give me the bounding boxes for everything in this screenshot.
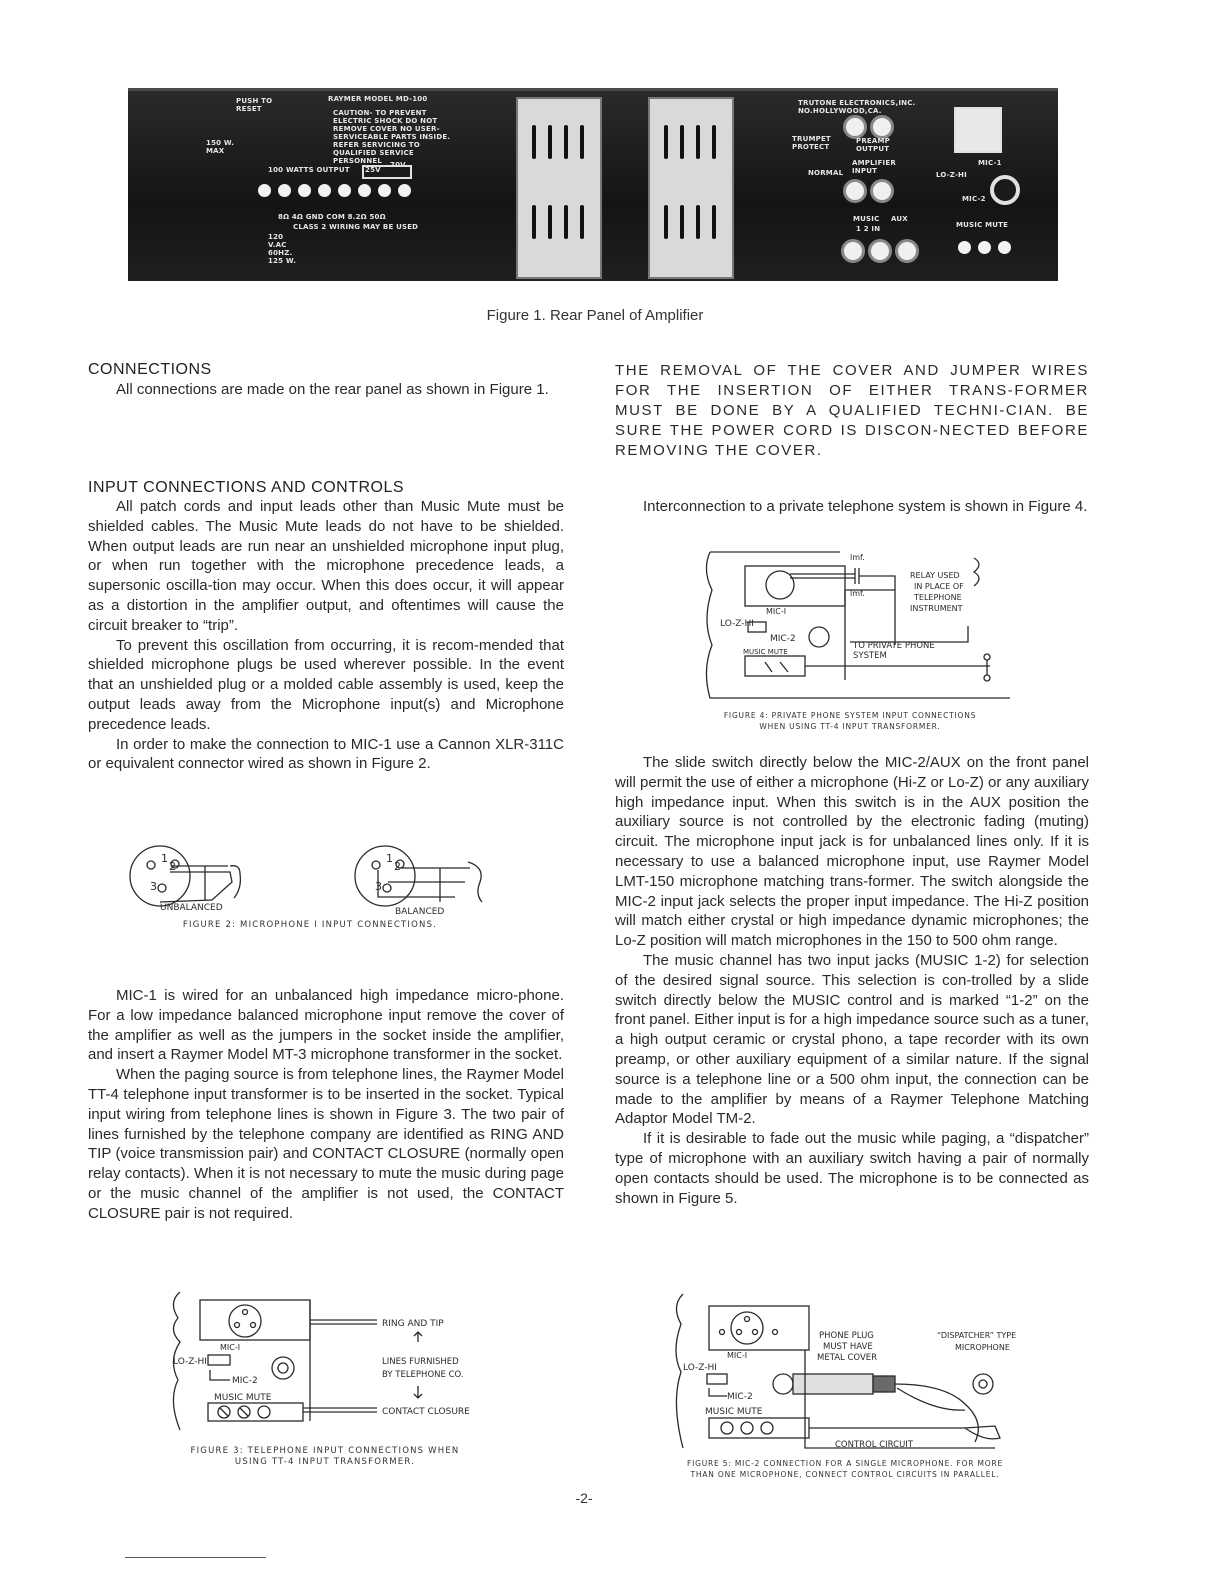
aux-label: AUX — [891, 215, 908, 223]
amp-jack — [870, 115, 894, 139]
music-jack-2 — [868, 239, 892, 263]
figure4-caption-line2: WHEN USING TT-4 INPUT TRANSFORMER. — [759, 722, 941, 731]
mute-terminal-3 — [998, 241, 1011, 254]
music-label: MUSIC — [853, 215, 880, 223]
fig2-pin3-b: 3 — [375, 880, 382, 893]
normal-label: NORMAL — [808, 169, 844, 177]
fig3-contact-closure-label: CONTACT CLOSURE — [382, 1407, 470, 1417]
figure5-caption-line2: THAN ONE MICROPHONE, CONNECT CONTROL CIRCUITS IN PARALLEL. — [690, 1470, 1000, 1479]
fig3-ring-tip-label: RING AND TIP — [382, 1319, 444, 1329]
fig4-cap-top-label: lmf. — [850, 553, 865, 562]
fig4-lozhi-label: LO-Z-HI — [720, 619, 754, 629]
input-jack-1 — [843, 179, 867, 203]
fig2-pin2-b: 2 — [394, 860, 401, 873]
figure3-caption-line2: USING TT-4 INPUT TRANSFORMER. — [234, 1457, 416, 1467]
qualified-technician-warning: THE REMOVAL OF THE COVER AND JUMPER WIRES FOR THE INSERTION OF EITHER TRANS-FORMER MUST BE DONE BY A QUALIFIED TECHNI-CIAN. BE SURE THE POWER CORD IS DISCON-NECTED BEFORE REMOVING THE COVER. — [615, 362, 1089, 459]
fig5-dispatcher-line2: MICROPHONE — [955, 1343, 1010, 1352]
paragraph-mic1-unbalanced: MIC-1 is wired for an unbalanced high impedance micro-phone. For a low impedance balanced microphone input remove the cover of the amplifier as well as the jumpers in the socket inside the amplifier, and insert a Raymer Model MT-3 microphone transformer in the socket. — [88, 987, 564, 1064]
paragraph-prevent-oscillation: To prevent this oscillation from occurring, it is recom-mended that shielded microphone plugs be used wherever possible. In the event that an unshielded plug or a molded cable assembly is used, keep the output leads away from the Microphone input(s) and Microphone precedence leads. — [88, 636, 564, 733]
mic1-wiring-body — [88, 986, 564, 1224]
figure3-diagram — [160, 1290, 500, 1440]
fig3-lozhi-label: LO-Z-HI — [173, 1357, 207, 1367]
figure4-caption — [680, 710, 1020, 732]
fig5-plug-line2: MUST HAVE — [823, 1342, 873, 1352]
fig4-cap-bottom-label: lmf. — [850, 589, 865, 598]
model-label: RAYMER MODEL MD-100 — [328, 95, 428, 103]
music-mute-label: MUSIC MUTE — [956, 221, 1009, 229]
caution-label: CAUTION- TO PREVENT ELECTRIC SHOCK DO NOT REMOVE COVER NO USER-SERVICEABLE PARTS INSIDE. REFER SERVICING TO QUALIFIED SERVICE PERSONNEL — [333, 109, 451, 165]
music-numbers-label: 1 2 IN — [856, 225, 881, 233]
vent-panel-right — [648, 97, 734, 279]
fig4-private-line2: SYSTEM — [853, 651, 887, 661]
paragraph-mic1-connection: In order to make the connection to MIC-1 use a Cannon XLR-311C or equivalent connector wired as shown in Figure 2. — [88, 735, 564, 773]
mute-terminal-1 — [958, 241, 971, 254]
fig2-pin1-b: 1 — [386, 852, 393, 865]
output-label: 100 WATTS OUTPUT — [268, 166, 350, 174]
figure2-diagram — [110, 842, 510, 920]
figure2-caption: FIGURE 2: MICROPHONE I INPUT CONNECTIONS. — [182, 920, 438, 930]
page-number: -2- — [575, 1490, 593, 1506]
fig2-pin1-a: 1 — [161, 852, 168, 865]
figure5-caption-line1: FIGURE 5: MIC-2 CONNECTION FOR A SINGLE MICROPHONE. FOR MORE — [686, 1459, 1004, 1468]
fig5-music-mute-label: MUSIC MUTE — [705, 1407, 763, 1417]
amplifier-input-label: AMPLIFIER INPUT — [852, 159, 896, 175]
fig4-relay-line2: IN PLACE OF — [914, 582, 964, 591]
paragraph-music-channel: The music channel has two input jacks (MUSIC 1-2) for selection of the desired signal source. This selection is con-trolled by a slide switch directly below the MUSIC control and is marked “1-2” on the front panel. Either input is for a high impedance source such as a tuner, a high output ceramic or crystal phono, a tape recorder with its own preamp, or other auxiliary equipment of a similar nature. If the signal source is a telephone line or a 500 ohm input, the connection can be made to the amplifier by means of a Raymer Telephone Matching Adaptor Model TM-2. — [615, 951, 1089, 1128]
connections-paragraph: All connections are made on the rear panel as shown in Figure 1. — [116, 381, 549, 398]
fig5-mic2-label: MIC-2 — [727, 1392, 753, 1402]
fig5-plug-line1: PHONE PLUG — [819, 1331, 874, 1341]
fig5-dispatcher-line1: “DISPATCHER” TYPE — [937, 1331, 1017, 1340]
figure5-caption — [630, 1458, 1060, 1480]
lozhi-label: LO-Z-HI — [936, 171, 967, 179]
push-to-reset-label: PUSH TO RESET — [236, 97, 273, 113]
figure3-caption — [160, 1446, 490, 1468]
fig2-pin3-a: 3 — [150, 880, 157, 893]
vent-panel-left — [516, 97, 602, 279]
figure4-diagram — [700, 550, 1020, 700]
fig4-private-line1: TO PRIVATE PHONE — [853, 641, 935, 651]
fig2-balanced-label: BALANCED — [395, 907, 445, 917]
fig4-relay-line4: INSTRUMENT — [910, 604, 963, 613]
fig5-mic1-label: MIC-I — [727, 1351, 748, 1360]
input-connections-heading: INPUT CONNECTIONS AND CONTROLS — [88, 479, 405, 496]
class2-label: CLASS 2 WIRING MAY BE USED — [293, 223, 419, 231]
aux-jack — [895, 239, 919, 263]
paragraph-slide-switch: The slide switch directly below the MIC-2/AUX on the front panel will permit the use of either a microphone (Hi-Z or Lo-Z) or any auxiliary high impedance input. When this switch is in the AUX position the auxiliary source is not controlled by the electronic fading (muting) circuit. The microphone input jack is for unbalanced lines only. If it is necessary to use a balanced microphone input, use Raymer Model LMT-150 microphone matching trans-former. The switch alongside the MIC-2 input jack selects the proper input impedance. The Hi-Z position will match either crystal or high impedance dynamic microphones; the Lo-Z position will match microphones in the 150 to 500 ohm range. — [615, 754, 1089, 950]
fig5-control-circuit-label: CONTROL CIRCUIT — [835, 1440, 913, 1450]
switches-body — [615, 753, 1089, 1208]
figure1-caption: Figure 1. Rear Panel of Amplifier — [486, 307, 704, 324]
rear-panel-photo — [128, 88, 1058, 281]
tap-box — [362, 165, 412, 179]
private-phone-intro-block — [615, 497, 1089, 517]
figure3-caption-line1: FIGURE 3: TELEPHONE INPUT CONNECTIONS WHEN — [190, 1446, 460, 1456]
fig4-mic2-label: MIC-2 — [770, 634, 796, 644]
fig2-unbalanced-label: UNBALANCED — [160, 903, 223, 913]
unbalanced-connector — [130, 846, 190, 906]
fig3-mic2-label: MIC-2 — [232, 1376, 258, 1386]
fig4-music-mute-label: MUSIC MUTE — [743, 648, 788, 656]
trumpet-protect-label: TRUMPET PROTECT — [792, 135, 831, 151]
footer-rule — [125, 1557, 266, 1558]
paragraph-private-phone: Interconnection to a private telephone system is shown in Figure 4. — [643, 498, 1088, 515]
paragraph-shielded-cables: All patch cords and input leads other than Music Mute must be shielded cables. The Music Mute leads do not have to be shielded. When output leads are run near an unshielded microphone input plug, or when run together with the microphone precedence leads, a supersonic oscilla-tion may occur. When this does occur, it will appear as a distortion in the amplifier output, and oftentimes will cause the circuit breaker to “trip”. — [88, 498, 564, 634]
impedance-labels: 8Ω 4Ω GND COM 8.2Ω 50Ω — [278, 213, 386, 221]
fig3-lines-label-1: LINES FURNISHED — [382, 1357, 459, 1367]
fig3-mic1-label: MIC-I — [220, 1343, 241, 1352]
mic2-label: MIC-2 — [962, 195, 986, 203]
fig5-lozhi-label: LO-Z-HI — [683, 1363, 717, 1373]
input-connections-body — [88, 497, 564, 774]
mic1-xlr-socket — [954, 107, 1002, 153]
mic1-label: MIC-1 — [978, 159, 1002, 167]
figure4-caption-line1: FIGURE 4: PRIVATE PHONE SYSTEM INPUT CONNECTIONS — [723, 711, 977, 720]
fig3-music-mute-label: MUSIC MUTE — [214, 1393, 272, 1403]
paragraph-telephone-lines: When the paging source is from telephone lines, the Raymer Model TT-4 telephone input transformer is to be inserted in the socket. Typical input wiring from telephone lines is shown in Figure 3. The two pair of lines furnished by the telephone company are identified as RING AND TIP (voice transmission pair) and CONTACT CLOSURE (normally open relay contacts). When it is not necessary to mute the music during page or the music channel of the amplifier is not used, the CONTACT CLOSURE pair is not required. — [88, 1066, 564, 1222]
input-jack-2 — [870, 179, 894, 203]
maker-label: TRUTONE ELECTRONICS,INC. NO.HOLLYWOOD,CA. — [798, 99, 916, 115]
fig4-relay-line3: TELEPHONE — [914, 593, 962, 602]
fig4-relay-line1: RELAY USED — [910, 571, 960, 580]
max-watts-label: 150 W. MAX — [206, 139, 235, 155]
25v-label: 25V — [365, 166, 381, 174]
preamp-output-label: PREAMP OUTPUT — [856, 137, 891, 153]
paragraph-dispatcher-microphone: If it is desirable to fade out the music while paging, a “dispatcher” type of microphone with an auxiliary switch having a pair of normally open contacts should be used. The microphone is to be connected as shown in Figure 5. — [615, 1130, 1089, 1207]
70v-label: 70V — [390, 161, 406, 169]
fig3-lines-label-2: BY TELEPHONE CO. — [382, 1370, 464, 1380]
mute-terminal-2 — [978, 241, 991, 254]
figure5-diagram — [665, 1292, 1045, 1452]
power-rating-label: 120 V.AC 60HZ. 125 W. — [268, 233, 297, 265]
mic2-jack — [990, 175, 1020, 205]
connections-heading: CONNECTIONS — [88, 361, 212, 378]
fig5-plug-line3: METAL COVER — [817, 1353, 878, 1363]
connections-text-block — [88, 380, 564, 400]
fig4-mic1-label: MIC-I — [766, 607, 787, 616]
music-jack-1 — [841, 239, 865, 263]
fig2-pin2-a: 2 — [169, 860, 176, 873]
preamp-jack — [843, 115, 867, 139]
